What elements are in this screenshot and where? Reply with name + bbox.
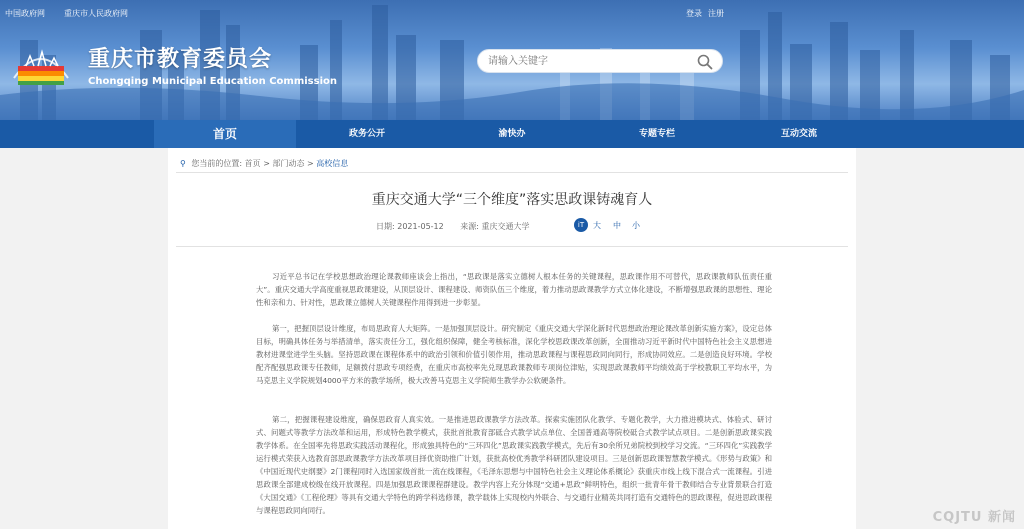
location-pin-icon: ⚲	[180, 159, 186, 168]
register-link[interactable]: 注册	[708, 9, 724, 18]
nav-special-topics[interactable]: 专题专栏	[638, 129, 675, 139]
article-paragraph: 习近平总书记在学校思想政治理论课教师座谈会上指出，“思政课是落实立德树人根本任务的关键课程，思政课作用不可替代，思政课教师队伍责任重大”。重庆交通大学高度重视思政课建设，从顶层设计、课程建设、师资队伍三个维度，着力推动思政课教学方式立体化建设，不断增强思政课的思想性、理论性和亲和力、针对性，思政课立德树人关键课程作用得到进一步彰显。	[256, 272, 772, 307]
search-icon[interactable]	[696, 53, 714, 71]
top-links-bar	[0, 8, 1024, 24]
font-size-icon: iT	[574, 218, 588, 232]
login-link[interactable]: 登录	[686, 9, 702, 18]
nav-government-affairs[interactable]: 政务公开	[348, 129, 385, 139]
breadcrumb-separator: >	[263, 159, 270, 168]
article-date: 日期: 2021-05-12	[376, 222, 444, 231]
search-box	[477, 49, 723, 73]
breadcrumb-label: 您当前的位置:	[191, 159, 243, 168]
divider	[176, 172, 848, 173]
breadcrumb	[180, 158, 348, 169]
breadcrumb-item-university-info[interactable]: 高校信息	[316, 159, 349, 168]
article-paragraph: 第一，把握顶层设计维度，布局思政育人大矩阵。一是加强顶层设计。研究制定《重庆交通大学深化新时代思想政治理论课改革创新实施方案》，设定总体目标，明确具体任务与举措清单，落实责任分工，强化组织保障，健全考核标准，深化学校思政课改革创新，全面推动习近平新时代中国特色社会主义思想进教材进课堂进学生头脑。坚持思政课在课程体系中的政治引领和价值引领作用，推动思政课程与课程思政同向同行，形成协同效应。二是创造良好环境。学校配齐配强思政课专任教师，足额拨付思政专项经费，在重庆市高校率先兑现思政课教师专项岗位津贴，实现思政课教师平均绩效高于学校教职工平均水平，为马克思主义学院规划4000平方米的教学场所，极大改善马克思主义学院师生教学办公软硬条件。	[256, 324, 772, 385]
font-size-controls	[574, 218, 652, 233]
nav-interaction[interactable]: 互动交流	[780, 129, 817, 139]
font-size-large[interactable]: 大	[593, 221, 601, 230]
commission-logo-icon	[6, 38, 76, 88]
link-cq-gov[interactable]: 重庆市人民政府网	[64, 9, 128, 18]
breadcrumb-separator: >	[307, 159, 314, 168]
article-meta	[376, 221, 544, 232]
header-banner	[0, 0, 1024, 120]
link-china-gov[interactable]: 中国政府网	[5, 9, 45, 18]
search-input[interactable]	[488, 53, 688, 69]
breadcrumb-item-home[interactable]: 首页	[244, 159, 261, 168]
site-subtitle: Chongqing Municipal Education Commission	[88, 76, 337, 87]
font-size-medium[interactable]: 中	[613, 221, 621, 230]
breadcrumb-item-dept-news[interactable]: 部门动态	[272, 159, 305, 168]
article-paragraph: 第二，把握课程建设维度，确保思政育人真实效。一是推进思政课教学方法改革。探索实施团队化教学、专题化教学，大力推进模块式、体验式、研讨式、问题式等教学方法改革和运用，形成特色教学模式，获批首批教育部砥合式教学试点单位、全国普通高等院校砥合式教学试点项目。二是创新思政课实践教学体系。在全国率先将思政实践活动课程化，形成独具特色的“三环四化”思政课实践教学模式，先后有30余所兄弟院校到校学习交流。“三环四化”实践教学运行模式荣获入选教育部思政课教学方法改革项目择优资助推广计划，获批高校优秀教学科研团队建设项目。三是创新思政课智慧教学模式。《形势与政策》和《中国近现代史纲要》2门课程同时入选国家级首批一流在线课程，《毛泽东思想与中国特色社会主义理论体系概论》获重庆市线上线下混合式一流课程。引进思政课全部建成校级在线开放课程。四是加强思政课课程群建设。教学内容上充分体现“交通+思政”鲜明特色，组织一批青年骨干教师结合专业背景联合打造《大国交通》《工程伦理》等具有交通大学特色的跨学科选修课，教学载体上实现校内外联合、与交通行业精英共同打造有交通特色的思政课程，促进思政课程与课程思政同向同行。	[256, 415, 772, 515]
watermark-logo: CQJTU 新闻	[932, 510, 1016, 525]
site-title: 重庆市教育委员会	[88, 47, 273, 72]
article-source: 来源: 重庆交通大学	[460, 222, 530, 231]
article-title: 重庆交通大学“三个维度”落实思政课铸魂育人	[371, 192, 653, 208]
font-size-small[interactable]: 小	[632, 221, 640, 230]
main-nav	[0, 120, 1024, 148]
nav-yukuaiban[interactable]: 渝快办	[498, 129, 526, 139]
divider	[176, 246, 848, 247]
nav-home[interactable]: 首页	[154, 120, 296, 148]
